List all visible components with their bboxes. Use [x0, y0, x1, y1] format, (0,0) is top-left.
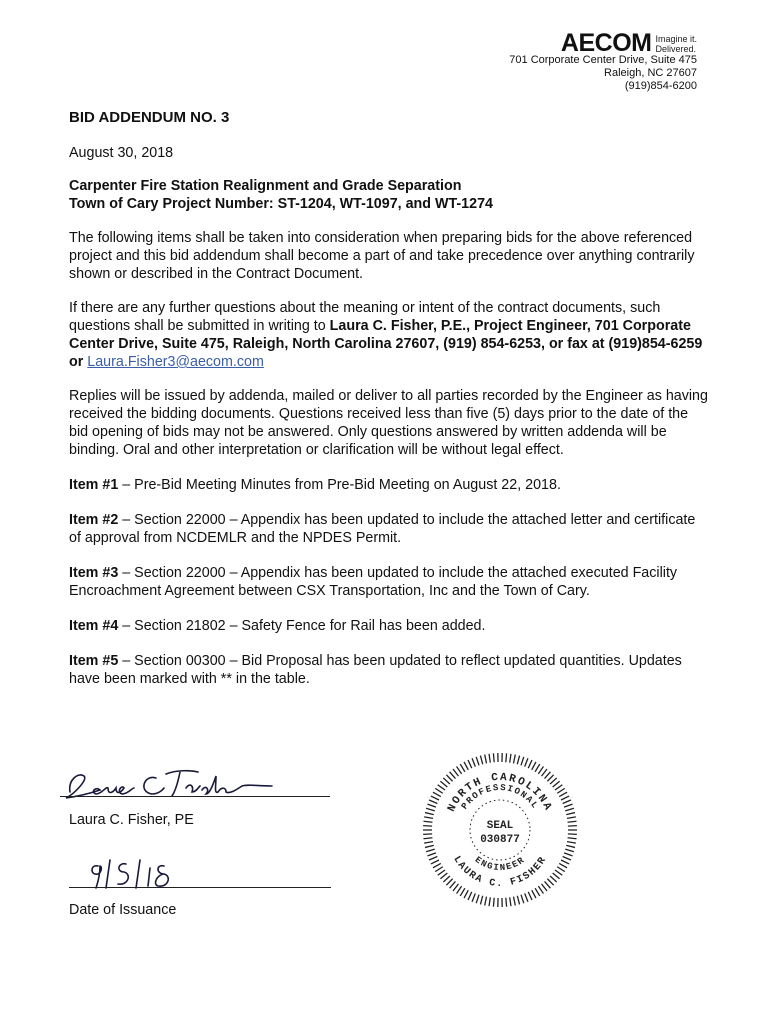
date-caption: Date of Issuance — [69, 902, 177, 918]
seal-tick — [514, 755, 516, 764]
seal-tick — [559, 792, 567, 796]
seal-tick — [457, 766, 462, 773]
seal-tick — [476, 895, 479, 904]
seal-engineer: ENGINEER — [472, 854, 528, 874]
seal-tick — [424, 817, 433, 819]
tagline-line-2: Delivered. — [655, 44, 696, 54]
seal-tick — [563, 856, 571, 860]
seal-tick — [429, 856, 437, 860]
seal-tick — [453, 769, 458, 776]
tagline-line-1: Imagine it. — [655, 34, 697, 44]
phone: (919)854-6200 — [624, 80, 697, 92]
seal-tick — [468, 760, 472, 768]
seal-tick — [553, 781, 560, 787]
seal-tick — [427, 853, 435, 856]
seal-tick — [424, 838, 433, 839]
seal-tick — [525, 893, 528, 901]
seal-tick — [542, 769, 547, 776]
seal-tick — [424, 842, 433, 844]
item-label: Item #1 — [69, 477, 119, 493]
seal-tick — [450, 772, 456, 779]
seal-tick — [532, 890, 536, 898]
logo-row — [509, 29, 697, 57]
seal-tick — [557, 788, 565, 793]
seal-tick — [506, 898, 507, 907]
intro-paragraph: The following items shall be taken into consideration when preparing bids for the above referenced project and this bid addendum shall become a part of and take precedence over anything contrarily shown or described in the Contract Document. — [69, 230, 695, 282]
seal-tick — [564, 804, 572, 807]
seal-tick — [514, 897, 516, 906]
handwritten-signature — [60, 762, 280, 810]
seal-tick — [489, 754, 490, 763]
letterhead — [509, 29, 697, 93]
signer-name: Laura C. Fisher, PE — [69, 812, 194, 828]
item-text: – Section 22000 – Appendix has been updated to include the attached executed Facility Encroachment Agreement between CSX Transportation, Inc and the Town of Cary. — [69, 565, 678, 599]
seal-tick — [431, 860, 439, 864]
seal-tick — [493, 753, 494, 762]
seal-tick — [423, 826, 432, 827]
letter-body — [69, 109, 709, 688]
seal-tick — [557, 867, 565, 872]
seal-tick — [535, 764, 540, 772]
seal-tick — [561, 860, 569, 864]
project-line-2: Town of Cary Project Number: ST-1204, WT-1097, and WT-1274 — [69, 196, 493, 212]
item-text: – Section 00300 – Bid Proposal has been updated to reflect updated quantities. Updates have been marked with ** in the table. — [69, 653, 682, 687]
signature-line — [60, 796, 330, 797]
questions-paragraph — [69, 299, 709, 371]
seal-tick — [476, 757, 479, 766]
seal-tick — [506, 753, 507, 762]
seal-tick — [547, 775, 553, 781]
seal-tick — [438, 870, 445, 875]
tagline — [655, 34, 697, 54]
seal-name: LAURA C. FISHER — [450, 854, 550, 890]
seal-tick — [433, 792, 441, 796]
seal-tick — [567, 817, 576, 819]
seal-tick — [431, 796, 439, 800]
date-line — [69, 887, 331, 888]
seal-tick — [424, 821, 433, 822]
seal-tick — [555, 870, 562, 875]
seal-tick — [538, 886, 543, 893]
seal-tick — [564, 853, 572, 856]
seal-tick — [464, 890, 468, 898]
seal-tick — [435, 788, 443, 793]
seal-tick — [532, 762, 536, 770]
seal-tick — [493, 898, 494, 907]
seal-tick — [568, 834, 577, 835]
seal-state: NORTH CAROLINA — [445, 771, 555, 814]
seal-tick — [472, 758, 475, 766]
seal-tick — [446, 879, 452, 885]
svg-text:LAURA C. FISHER — [450, 855, 549, 890]
seal-tick — [426, 808, 435, 811]
seal-tick — [435, 867, 443, 872]
seal-tick — [443, 876, 450, 882]
item-4 — [69, 617, 709, 635]
item-text: – Pre-Bid Meeting Minutes from Pre-Bid Meeting on August 22, 2018. — [118, 477, 561, 493]
seal-tick — [438, 785, 445, 790]
aecom-logo: AECOM — [560, 29, 652, 57]
item-label: Item #4 — [69, 618, 119, 634]
document-date: August 30, 2018 — [69, 145, 174, 161]
seal-tick — [528, 760, 532, 768]
seal-tick — [521, 895, 524, 904]
seal-tick — [464, 762, 468, 770]
seal-tick — [510, 754, 511, 763]
seal-tick — [565, 849, 574, 852]
seal-label: SEAL — [486, 820, 514, 832]
seal-tick — [423, 834, 432, 835]
seal-tick — [553, 873, 560, 879]
seal-tick — [568, 821, 577, 822]
seal-tick — [426, 849, 435, 852]
seal-tick — [521, 757, 524, 766]
seal-tick — [450, 881, 456, 888]
seal-tick — [528, 892, 532, 900]
seal-tick — [568, 826, 577, 827]
seal-tick — [446, 775, 452, 781]
seal-tick — [566, 813, 575, 815]
seal-tick — [429, 800, 437, 804]
seal-tick — [510, 897, 511, 906]
seal-tick — [480, 896, 482, 905]
svg-text:ENGINEER — [473, 855, 527, 873]
seal-tick — [517, 896, 519, 905]
seal-tick — [547, 879, 553, 885]
address-line-2: Raleigh, NC 27607 — [604, 67, 697, 79]
item-3 — [69, 564, 709, 600]
item-label: Item #3 — [69, 565, 119, 581]
item-1 — [69, 476, 709, 494]
seal-tick — [453, 884, 458, 891]
seal-tick — [457, 886, 462, 893]
seal-tick — [472, 893, 475, 901]
engineer-seal — [420, 750, 580, 910]
seal-tick — [525, 758, 528, 766]
seal-tick — [425, 813, 434, 815]
project-line-1: Carpenter Fire Station Realignment and Grade Separation — [69, 178, 462, 194]
seal-number: 030877 — [480, 834, 520, 846]
svg-text:NORTH CAROLINA — [446, 772, 554, 814]
item-2 — [69, 511, 709, 547]
item-label: Item #2 — [69, 512, 119, 528]
seal-tick — [433, 863, 441, 867]
address-line-1: 701 Corporate Center Drive, Suite 475 — [509, 54, 697, 66]
item-text: – Section 22000 – Appendix has been updated to include the attached letter and certificate of approval from NCDEMLR and the NPDES Permit. — [69, 512, 696, 546]
seal-tick — [427, 804, 435, 807]
project-title — [69, 177, 709, 213]
seal-tick — [517, 756, 519, 765]
seal-tick — [563, 800, 571, 804]
seal-tick — [566, 845, 575, 847]
seal-tick — [565, 808, 574, 811]
seal-tick — [443, 778, 450, 784]
questions-lead: If there are any further questions about the meaning or intent of the contract documents, such questions shall be submitted in writing to — [69, 300, 661, 334]
seal-professional: PROFESSIONAL — [459, 782, 541, 812]
seal-tick — [485, 755, 487, 764]
seal-tick — [568, 838, 577, 839]
seal-tick — [545, 881, 551, 888]
seal-tick — [468, 892, 472, 900]
seal-tick — [555, 785, 562, 790]
document-title: BID ADDENDUM NO. 3 — [69, 109, 230, 126]
seal-tick — [561, 796, 569, 800]
seal-tick — [480, 756, 482, 765]
seal-tick — [485, 897, 487, 906]
contact-info: Laura C. Fisher, P.E., Project Engineer, 701 Corporate Center Drive, Suite 475, Raleigh, North Carolina 27607, (919) 854-6253, or fax at (919)854-6259 or — [69, 318, 703, 370]
seal-tick — [440, 781, 447, 787]
seal-tick — [542, 884, 547, 891]
email-link[interactable]: Laura.Fisher3@aecom.com — [87, 354, 264, 370]
seal-tick — [535, 888, 540, 896]
item-text: – Section 21802 – Safety Fence for Rail has been added. — [118, 618, 486, 634]
item-label: Item #5 — [69, 653, 119, 669]
item-5 — [69, 652, 709, 688]
seal-tick — [567, 842, 576, 844]
seal-tick — [538, 766, 543, 773]
seal-tick — [460, 888, 465, 896]
replies-paragraph: Replies will be issued by addenda, mailed or deliver to all parties recorded by the Engineer as having received the bidding documents. Questions received less than five (5) days prior to the date of the bid opening of bids may not be answered. Only questions answered by written addenda will be binding. Oral and other interpretation or clarification will be without legal effect. — [69, 388, 708, 458]
seal-tick — [425, 845, 434, 847]
seal-tick — [550, 778, 557, 784]
seal-tick — [460, 764, 465, 772]
seal-tick — [440, 873, 447, 879]
seal-tick — [550, 876, 557, 882]
seal-tick — [559, 863, 567, 867]
seal-tick — [545, 772, 551, 779]
seal-tick — [489, 897, 490, 906]
